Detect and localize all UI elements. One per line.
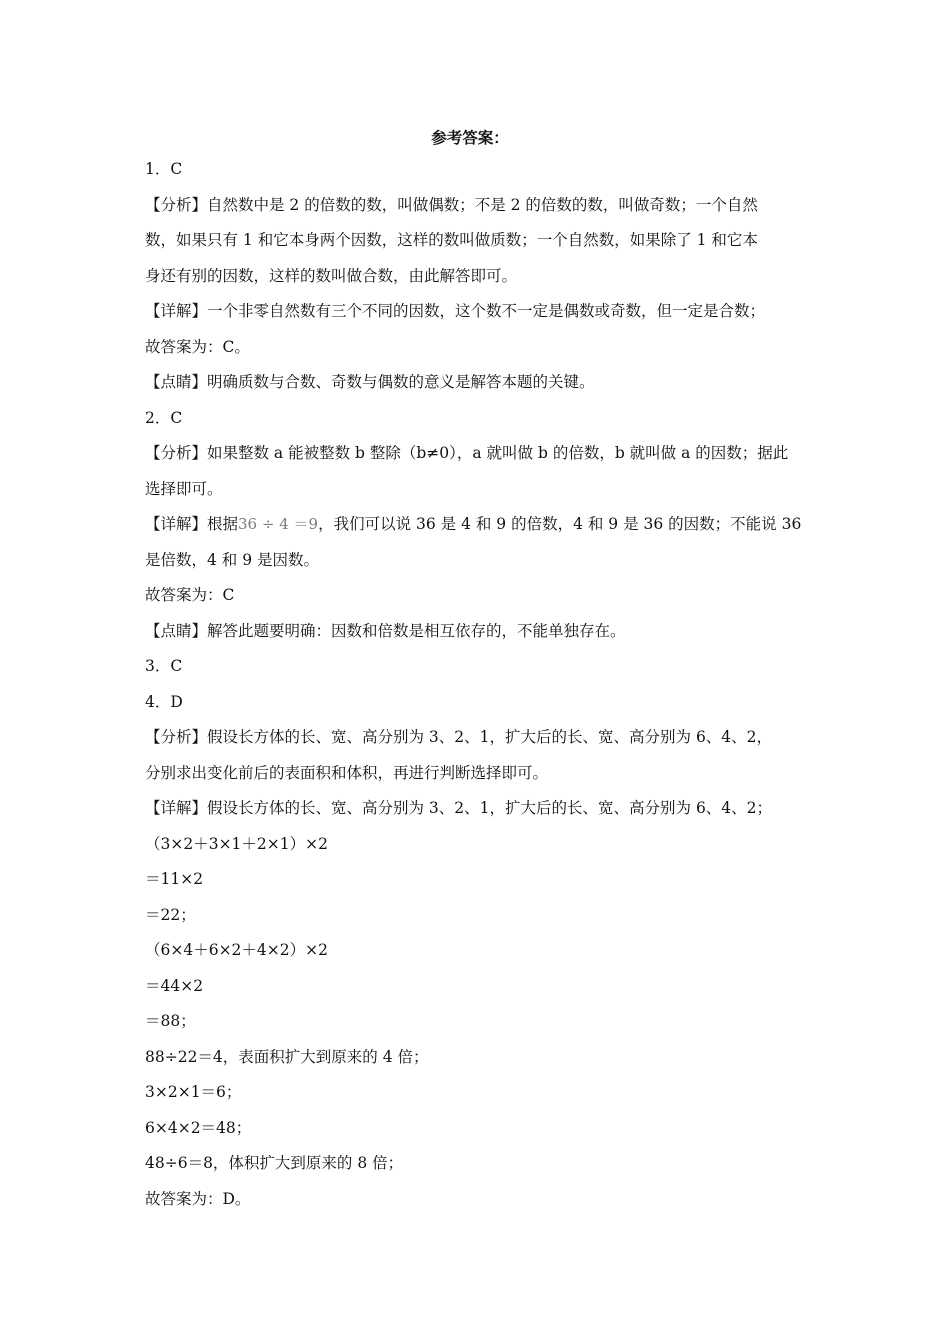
answer-line: 1．C <box>145 160 183 178</box>
division-formula: 36 ÷ 4 ＝9 <box>238 515 319 533</box>
answer-line: 48÷6＝8，体积扩大到原来的 8 倍； <box>145 1154 404 1172</box>
answer-line: 【点睛】解答此题要明确：因数和倍数是相互依存的，不能单独存在。 <box>145 621 626 640</box>
page-title: 参考答案： <box>431 128 509 147</box>
answer-line: ＝11×2 <box>145 870 204 888</box>
answer-line: 4．D <box>145 692 183 711</box>
answer-line: 数，如果只有 1 和它本身两个因数，这样的数叫做质数；一个自然数，如果除了 1 和它本 <box>145 231 758 249</box>
answer-line: 3×2×1＝6； <box>145 1083 242 1101</box>
answer-line: 【分析】自然数中是 2 的倍数的数，叫做偶数；不是 2 的倍数的数，叫做奇数；一个自然 <box>145 195 758 214</box>
formula-line-after: ，我们可以说 36 是 4 和 9 的倍数，4 和 9 是 36 的因数；不能说 36 <box>318 515 802 533</box>
answer-line: ＝88； <box>145 1012 196 1030</box>
answer-line: 故答案为：D。 <box>145 1189 251 1208</box>
answer-line: ＝22； <box>145 905 196 924</box>
answer-line: 是倍数，4 和 9 是因数。 <box>145 550 320 569</box>
answer-line: 6×4×2＝48； <box>145 1118 252 1137</box>
answer-line: 2．C <box>145 408 183 427</box>
answer-line: 选择即可。 <box>145 479 223 498</box>
answer-line: ＝44×2 <box>145 976 204 995</box>
answer-line: （3×2＋3×1＋2×1）×2 <box>145 834 328 853</box>
answer-content <box>145 152 810 1217</box>
answer-line: 3．C <box>145 657 183 675</box>
answer-line: 分别求出变化前后的表面积和体积，再进行判断选择即可。 <box>145 763 549 782</box>
answer-line: 故答案为：C。 <box>145 337 250 356</box>
answer-line: 【详解】一个非零自然数有三个不同的因数，这个数不一定是偶数或奇数，但一定是合数； <box>145 302 766 320</box>
answer-line: 88÷22＝4，表面积扩大到原来的 4 倍； <box>145 1047 429 1066</box>
answer-line: 【分析】如果整数 a 能被整数 b 整除（b≠0），a 就叫做 b 的倍数，b 就叫做 a 的因数；据此 <box>145 444 789 462</box>
answer-line: 身还有别的因数，这样的数叫做合数，由此解答即可。 <box>145 266 518 285</box>
answer-line: 【详解】假设长方体的长、宽、高分别为 3、2、1，扩大后的长、宽、高分别为 6、4、2； <box>145 799 773 817</box>
answer-line: 故答案为：C <box>145 586 235 604</box>
answer-line: （6×4＋6×2＋4×2）×2 <box>145 941 328 959</box>
formula-line-before: 【详解】根据 <box>145 515 239 533</box>
answer-line: 【点睛】明确质数与合数、奇数与偶数的意义是解答本题的关键。 <box>145 373 595 391</box>
answer-line: 【分析】假设长方体的长、宽、高分别为 3、2、1，扩大后的长、宽、高分别为 6、4、2， <box>145 728 773 746</box>
answer-line-with-formula <box>145 507 810 543</box>
